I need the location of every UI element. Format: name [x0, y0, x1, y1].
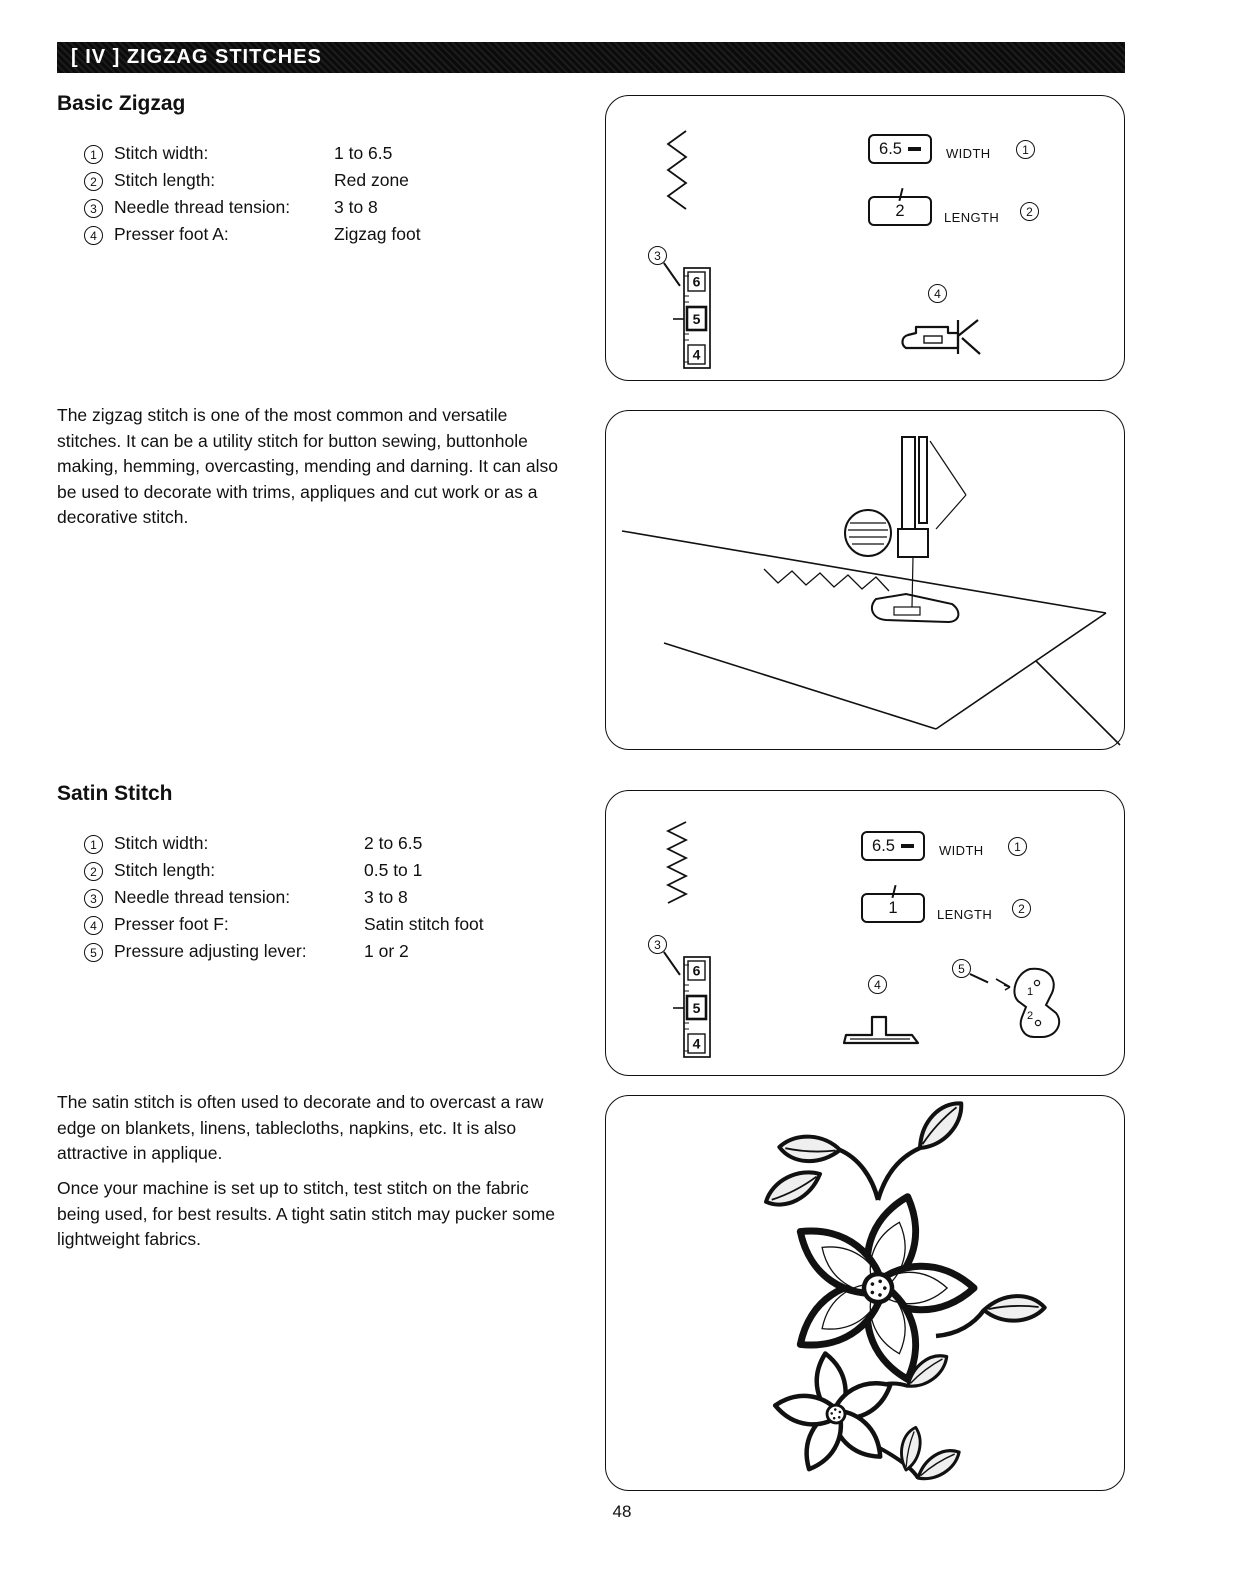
leaf	[762, 1170, 824, 1208]
spec-row	[84, 887, 484, 914]
tension-number: 5	[692, 1000, 701, 1016]
width-label: WIDTH	[939, 843, 984, 858]
length-label: LENGTH	[944, 210, 1000, 225]
stitch-width-setting	[868, 134, 932, 164]
spec-value: 3 to 8	[364, 887, 408, 907]
zigzag-foot-icon	[898, 312, 990, 360]
fabric-outline	[622, 531, 1120, 745]
satin-stitch-paragraph-1: The satin stitch is often used to decorate and to overcast a raw edge on blankets, linens, tablecloths, napkins, etc. It is also attractive in applique.	[57, 1092, 544, 1163]
spec-row	[84, 833, 484, 860]
lever-mark: 1	[1026, 986, 1034, 998]
sewing-foot-illustration	[606, 411, 1126, 751]
stitch-length-setting	[861, 893, 925, 923]
flower-applique-illustration	[606, 1096, 1126, 1492]
callout-number: 5	[84, 943, 103, 962]
width-label: WIDTH	[946, 146, 991, 161]
length-label: LENGTH	[937, 907, 993, 922]
spec-row	[84, 860, 484, 887]
zigzag-sewing-panel	[605, 410, 1125, 750]
spec-label: Presser foot A:	[114, 224, 229, 244]
spec-value: 0.5 to 1	[364, 860, 423, 880]
leaf	[908, 1099, 972, 1152]
section-title: [ IV ] ZIGZAG STITCHES	[71, 46, 322, 68]
tension-dial-illustration	[670, 955, 714, 1059]
pressure-lever-icon	[990, 963, 1078, 1047]
callout-number: 1	[1016, 140, 1035, 159]
callout-number: 2	[84, 862, 103, 881]
spec-value: Red zone	[334, 170, 409, 190]
basic-zigzag-paragraph: The zigzag stitch is one of the most common and versatile stitches. It can be a utility stitch for button sewing, buttonhole making, hemming, overcasting, mending and darning. It can also be used to decorate with trims, appliques and cut work or as a decorative stitch.	[57, 405, 558, 527]
callout-number: 3	[84, 889, 103, 908]
callout-number: 1	[84, 835, 103, 854]
zigzag-stitch-icon	[664, 128, 690, 220]
tension-number: 6	[692, 273, 701, 290]
spec-label: Needle thread tension:	[114, 197, 291, 217]
stitch-width-setting	[861, 831, 925, 861]
spec-row	[84, 224, 421, 251]
spec-label: Needle thread tension:	[114, 887, 291, 907]
spec-row	[84, 914, 484, 941]
basic-zigzag-heading: Basic Zigzag	[57, 92, 186, 115]
satin-foot-icon	[836, 1005, 928, 1053]
basic-zigzag-settings-panel	[605, 95, 1125, 381]
stitch-width-value: 6.5	[872, 836, 895, 855]
length-symbol-icon	[898, 188, 903, 201]
spec-row	[84, 197, 421, 224]
callout-number: 1	[84, 145, 103, 164]
spec-value: Zigzag foot	[334, 224, 421, 244]
spec-value: 3 to 8	[334, 197, 378, 217]
tension-number: 4	[692, 1035, 701, 1052]
satin-stitch-specs	[84, 833, 484, 968]
spec-label: Stitch length:	[114, 860, 216, 880]
length-symbol-icon	[891, 885, 896, 898]
callout-number: 4	[84, 226, 103, 245]
spec-value: Satin stitch foot	[364, 914, 484, 934]
width-symbol-icon	[908, 147, 921, 151]
tension-number: 5	[692, 311, 701, 327]
spec-row	[84, 941, 484, 968]
satin-stitch-paragraph-2: Once your machine is set up to stitch, test stitch on the fabric being used, for best results. A tight satin stitch may pucker some lightweight fabrics.	[57, 1178, 556, 1249]
spec-value: 2 to 6.5	[364, 833, 423, 853]
spec-label: Pressure adjusting lever:	[114, 941, 307, 961]
callout-number: 3	[648, 246, 667, 265]
stitch-length-value: 2	[895, 201, 905, 220]
callout-line	[970, 973, 989, 983]
callout-number: 5	[952, 959, 971, 978]
tension-dial-illustration	[670, 266, 714, 370]
leaf	[913, 1448, 964, 1482]
callout-number: 1	[1008, 837, 1027, 856]
callout-number: 4	[928, 284, 947, 303]
spec-row	[84, 170, 421, 197]
tension-number: 6	[692, 962, 701, 979]
tension-number: 4	[692, 346, 701, 363]
spec-label: Stitch width:	[114, 143, 209, 163]
spec-label: Stitch width:	[114, 833, 209, 853]
section-header	[57, 42, 1125, 73]
leaf	[777, 1126, 841, 1172]
callout-number: 4	[868, 975, 887, 994]
page-number: 48	[612, 1502, 632, 1521]
satin-stitch-heading: Satin Stitch	[57, 782, 173, 805]
callout-number: 2	[84, 172, 103, 191]
spec-label: Presser foot F:	[114, 914, 229, 934]
spec-value: 1 or 2	[364, 941, 409, 961]
width-symbol-icon	[901, 844, 914, 848]
spec-row	[84, 143, 421, 170]
callout-number: 3	[84, 199, 103, 218]
spec-value: 1 to 6.5	[334, 143, 393, 163]
stitch-length-value: 1	[888, 898, 898, 917]
spec-label: Stitch length:	[114, 170, 216, 190]
stitch-length-setting	[868, 196, 932, 226]
lever-mark: 2	[1026, 1010, 1034, 1022]
applique-example-panel	[605, 1095, 1125, 1491]
callout-number: 2	[1012, 899, 1031, 918]
callout-number: 3	[648, 935, 667, 954]
stitch-width-value: 6.5	[879, 139, 902, 158]
satin-stitch-icon	[664, 819, 690, 911]
satin-stitch-settings-panel	[605, 790, 1125, 1076]
callout-number: 4	[84, 916, 103, 935]
leaf	[983, 1287, 1046, 1329]
callout-number: 2	[1020, 202, 1039, 221]
basic-zigzag-specs	[84, 143, 421, 251]
